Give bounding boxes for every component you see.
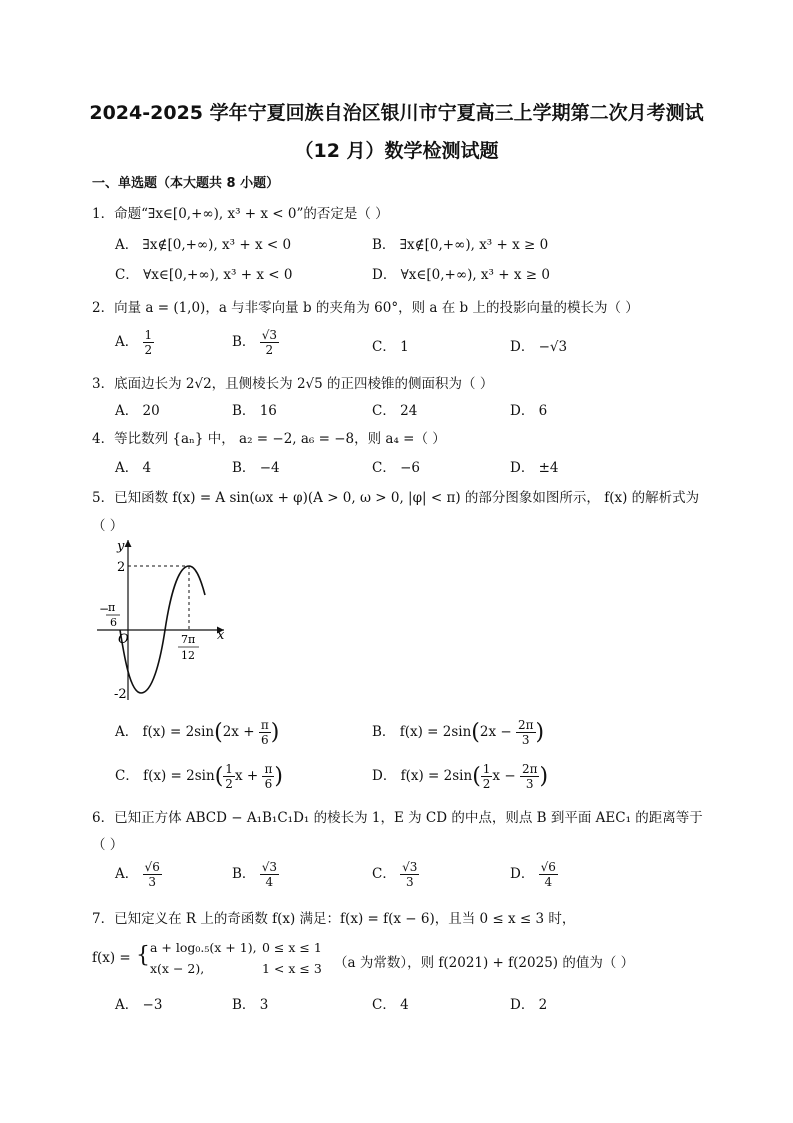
q2-option-a (115, 328, 154, 357)
q5-c-coef-num: 1 (225, 762, 233, 776)
q6-b-fraction (260, 860, 279, 889)
q2-b-fraction (260, 328, 279, 357)
q5-option-d (372, 762, 548, 791)
q5-c-num: π (264, 762, 273, 776)
q6-option-d (510, 860, 558, 889)
q5-c-label: C． f(x) = 2sin (115, 768, 215, 784)
q5-d-fraction (520, 762, 540, 791)
q1-option-c: C． ∀x∈[0,+∞), x³ + x < 0 (115, 267, 293, 283)
q4-option-c: C． −6 (372, 460, 421, 476)
q6-option-b (232, 860, 279, 889)
q6-a-label: A． (115, 866, 139, 882)
q6-b-label: B． (232, 866, 256, 882)
q3-stem: 3．底面边长为 2√2，且侧棱长为 2√5 的正四棱锥的侧面积为（ ） (92, 376, 494, 392)
section-heading: 一、单选题（本大题共 8 小题） (92, 176, 280, 191)
q5-d-coef-den: 2 (482, 777, 491, 791)
q6-d-fraction (539, 860, 558, 889)
q6-option-c (372, 860, 419, 889)
q5-x-label: x (217, 628, 225, 643)
q6-option-a (115, 860, 162, 889)
q7-stem: 7．已知定义在 R 上的奇函数 f(x) 满足：f(x) = f(x − 6)，且当 0 ≤ x ≤ 3 时， (92, 911, 576, 927)
q4-stem: 4．等比数列 {aₙ} 中， a₂ = −2, a₆ = −8，则 a₄ =（ ） (92, 431, 446, 447)
q5-c-coef (223, 762, 235, 791)
q5-a-label: A． f(x) = 2sin (115, 724, 215, 740)
q6-c-fraction (400, 860, 419, 889)
q5-x-left-den: 6 (110, 616, 117, 629)
q7-option-d: D． 2 (510, 997, 548, 1013)
q6-a-den: 3 (148, 875, 156, 889)
q5-graph (92, 535, 242, 710)
q5-origin-label: O (118, 632, 129, 647)
q6-c-label: C． (372, 866, 396, 882)
q3-option-b: B． 16 (232, 403, 277, 419)
q2-option-c: C． 1 (372, 339, 409, 355)
q7-brace: { (136, 943, 150, 968)
q5-a-rparen: ) (270, 720, 280, 745)
q5-c-rparen: ) (274, 764, 283, 789)
q7-case1: a + log₀.₅(x + 1), (150, 940, 257, 955)
q2-option-d: D． −√3 (510, 339, 568, 355)
q5-b-lparen: ( (471, 720, 480, 745)
q7-option-b: B． 3 (232, 997, 269, 1013)
q2-a-den: 2 (144, 343, 153, 357)
q5-option-b (372, 718, 544, 747)
q4-option-d: D． ±4 (510, 460, 559, 476)
q5-b-den: 3 (521, 733, 530, 747)
q5-c-den: 6 (264, 777, 273, 791)
q6-b-den: 4 (265, 875, 274, 889)
q7-option-c: C． 4 (372, 997, 409, 1013)
q5-d-rparen: ) (539, 764, 549, 789)
q5-x-left-sign: − (99, 602, 110, 616)
q5-d-inner: x − (492, 768, 516, 784)
q7-cond2: 1 < x ≤ 3 (262, 961, 322, 976)
q6-b-num: √3 (261, 860, 277, 874)
q7-case2: x(x − 2), (150, 961, 205, 976)
q7-option-a: A． −3 (115, 997, 163, 1013)
q5-option-c (115, 762, 283, 791)
q3-option-c: C． 24 (372, 403, 418, 419)
q2-b-den: 2 (265, 343, 274, 357)
q5-a-den: 6 (260, 733, 269, 747)
q5-a-num: π (260, 718, 269, 732)
q5-d-num: 2π (521, 762, 538, 776)
q7-fx-label: f(x) = (92, 950, 131, 966)
q5-c-inner: x + (234, 768, 259, 784)
q5-y-label: y (117, 539, 125, 554)
q5-b-rparen: ) (535, 720, 545, 745)
exam-title-line2: （12 月）数学检测试题 (294, 140, 499, 162)
q5-d-den: 3 (525, 777, 534, 791)
q5-y-max-label: 2 (117, 560, 126, 575)
q5-a-fraction (259, 718, 271, 747)
q3-option-a: A． 20 (115, 403, 160, 419)
q5-x-right-den: 12 (181, 649, 195, 662)
q5-d-lparen: ( (472, 764, 481, 789)
exam-title-line1: 2024-2025 学年宁夏回族自治区银川市宁夏高三上学期第二次月考测试 (89, 102, 704, 124)
q5-b-num: 2π (517, 718, 534, 732)
q5-option-a (115, 718, 279, 747)
q7-tail: （a 为常数），则 f(2021) + f(2025) 的值为（ ） (334, 955, 635, 971)
q5-b-label: B． f(x) = 2sin (372, 724, 472, 740)
q5-d-coef (481, 762, 493, 791)
q5-c-coef-den: 2 (225, 777, 233, 791)
q5-c-lparen: ( (214, 764, 224, 789)
q6-stem: 6．已知正方体 ABCD − A₁B₁C₁D₁ 的棱长为 1，E 为 CD 的中点，则点 B 到平面 AEC₁ 的距离等于 (92, 810, 703, 826)
q5-d-coef-num: 1 (482, 762, 491, 776)
q5-y-min-label: -2 (114, 687, 127, 702)
q1-option-b: B． ∃x∉[0,+∞), x³ + x ≥ 0 (372, 237, 549, 253)
q5-a-lparen: ( (214, 720, 223, 745)
q6-d-den: 4 (544, 875, 553, 889)
q6-d-num: √6 (540, 860, 556, 874)
q1-option-a: A． ∃x∉[0,+∞), x³ + x < 0 (115, 237, 292, 253)
q5-stem: 5．已知函数 f(x) = A sin(ωx + φ)(A > 0, ω > 0, |φ| < π) 的部分图象如图所示， f(x) 的解析式为 (92, 490, 700, 506)
q6-c-den: 3 (405, 875, 414, 889)
q6-d-label: D． (510, 866, 535, 882)
q2-stem: 2．向量 a = (1,0)，a 与非零向量 b 的夹角为 60°，则 a 在 b 上的投影向量的模长为（ ） (92, 300, 639, 316)
q6-a-fraction (143, 860, 162, 889)
q5-x-right-num: 7π (181, 633, 196, 646)
q5-paren: （ ） (92, 518, 124, 534)
q5-c-fraction (262, 762, 274, 791)
q2-b-num: √3 (261, 328, 277, 342)
q1-option-d: D． ∀x∈[0,+∞), x³ + x ≥ 0 (372, 267, 550, 283)
q2-a-num: 1 (144, 328, 153, 342)
q2-option-b (232, 328, 279, 357)
q2-a-fraction (143, 328, 155, 357)
q5-d-label: D． f(x) = 2sin (372, 768, 473, 784)
q4-option-a: A． 4 (115, 460, 152, 476)
q5-b-fraction (516, 718, 536, 747)
q2-a-label: A． (115, 334, 139, 350)
q6-paren: （ ） (92, 837, 124, 853)
q4-option-b: B． −4 (232, 460, 280, 476)
q5-x-left-num: π (108, 601, 116, 614)
q5-b-inner: 2x − (479, 724, 512, 740)
q1-stem: 1．命题“∃x∈[0,+∞), x³ + x < 0”的否定是（ ） (92, 206, 389, 222)
q2-b-label: B． (232, 334, 256, 350)
q7-cond1: 0 ≤ x ≤ 1 (262, 940, 322, 955)
q6-c-num: √3 (402, 860, 418, 874)
q6-a-num: √6 (144, 860, 160, 874)
q3-option-d: D． 6 (510, 403, 548, 419)
q5-a-inner: 2x + (222, 724, 255, 740)
